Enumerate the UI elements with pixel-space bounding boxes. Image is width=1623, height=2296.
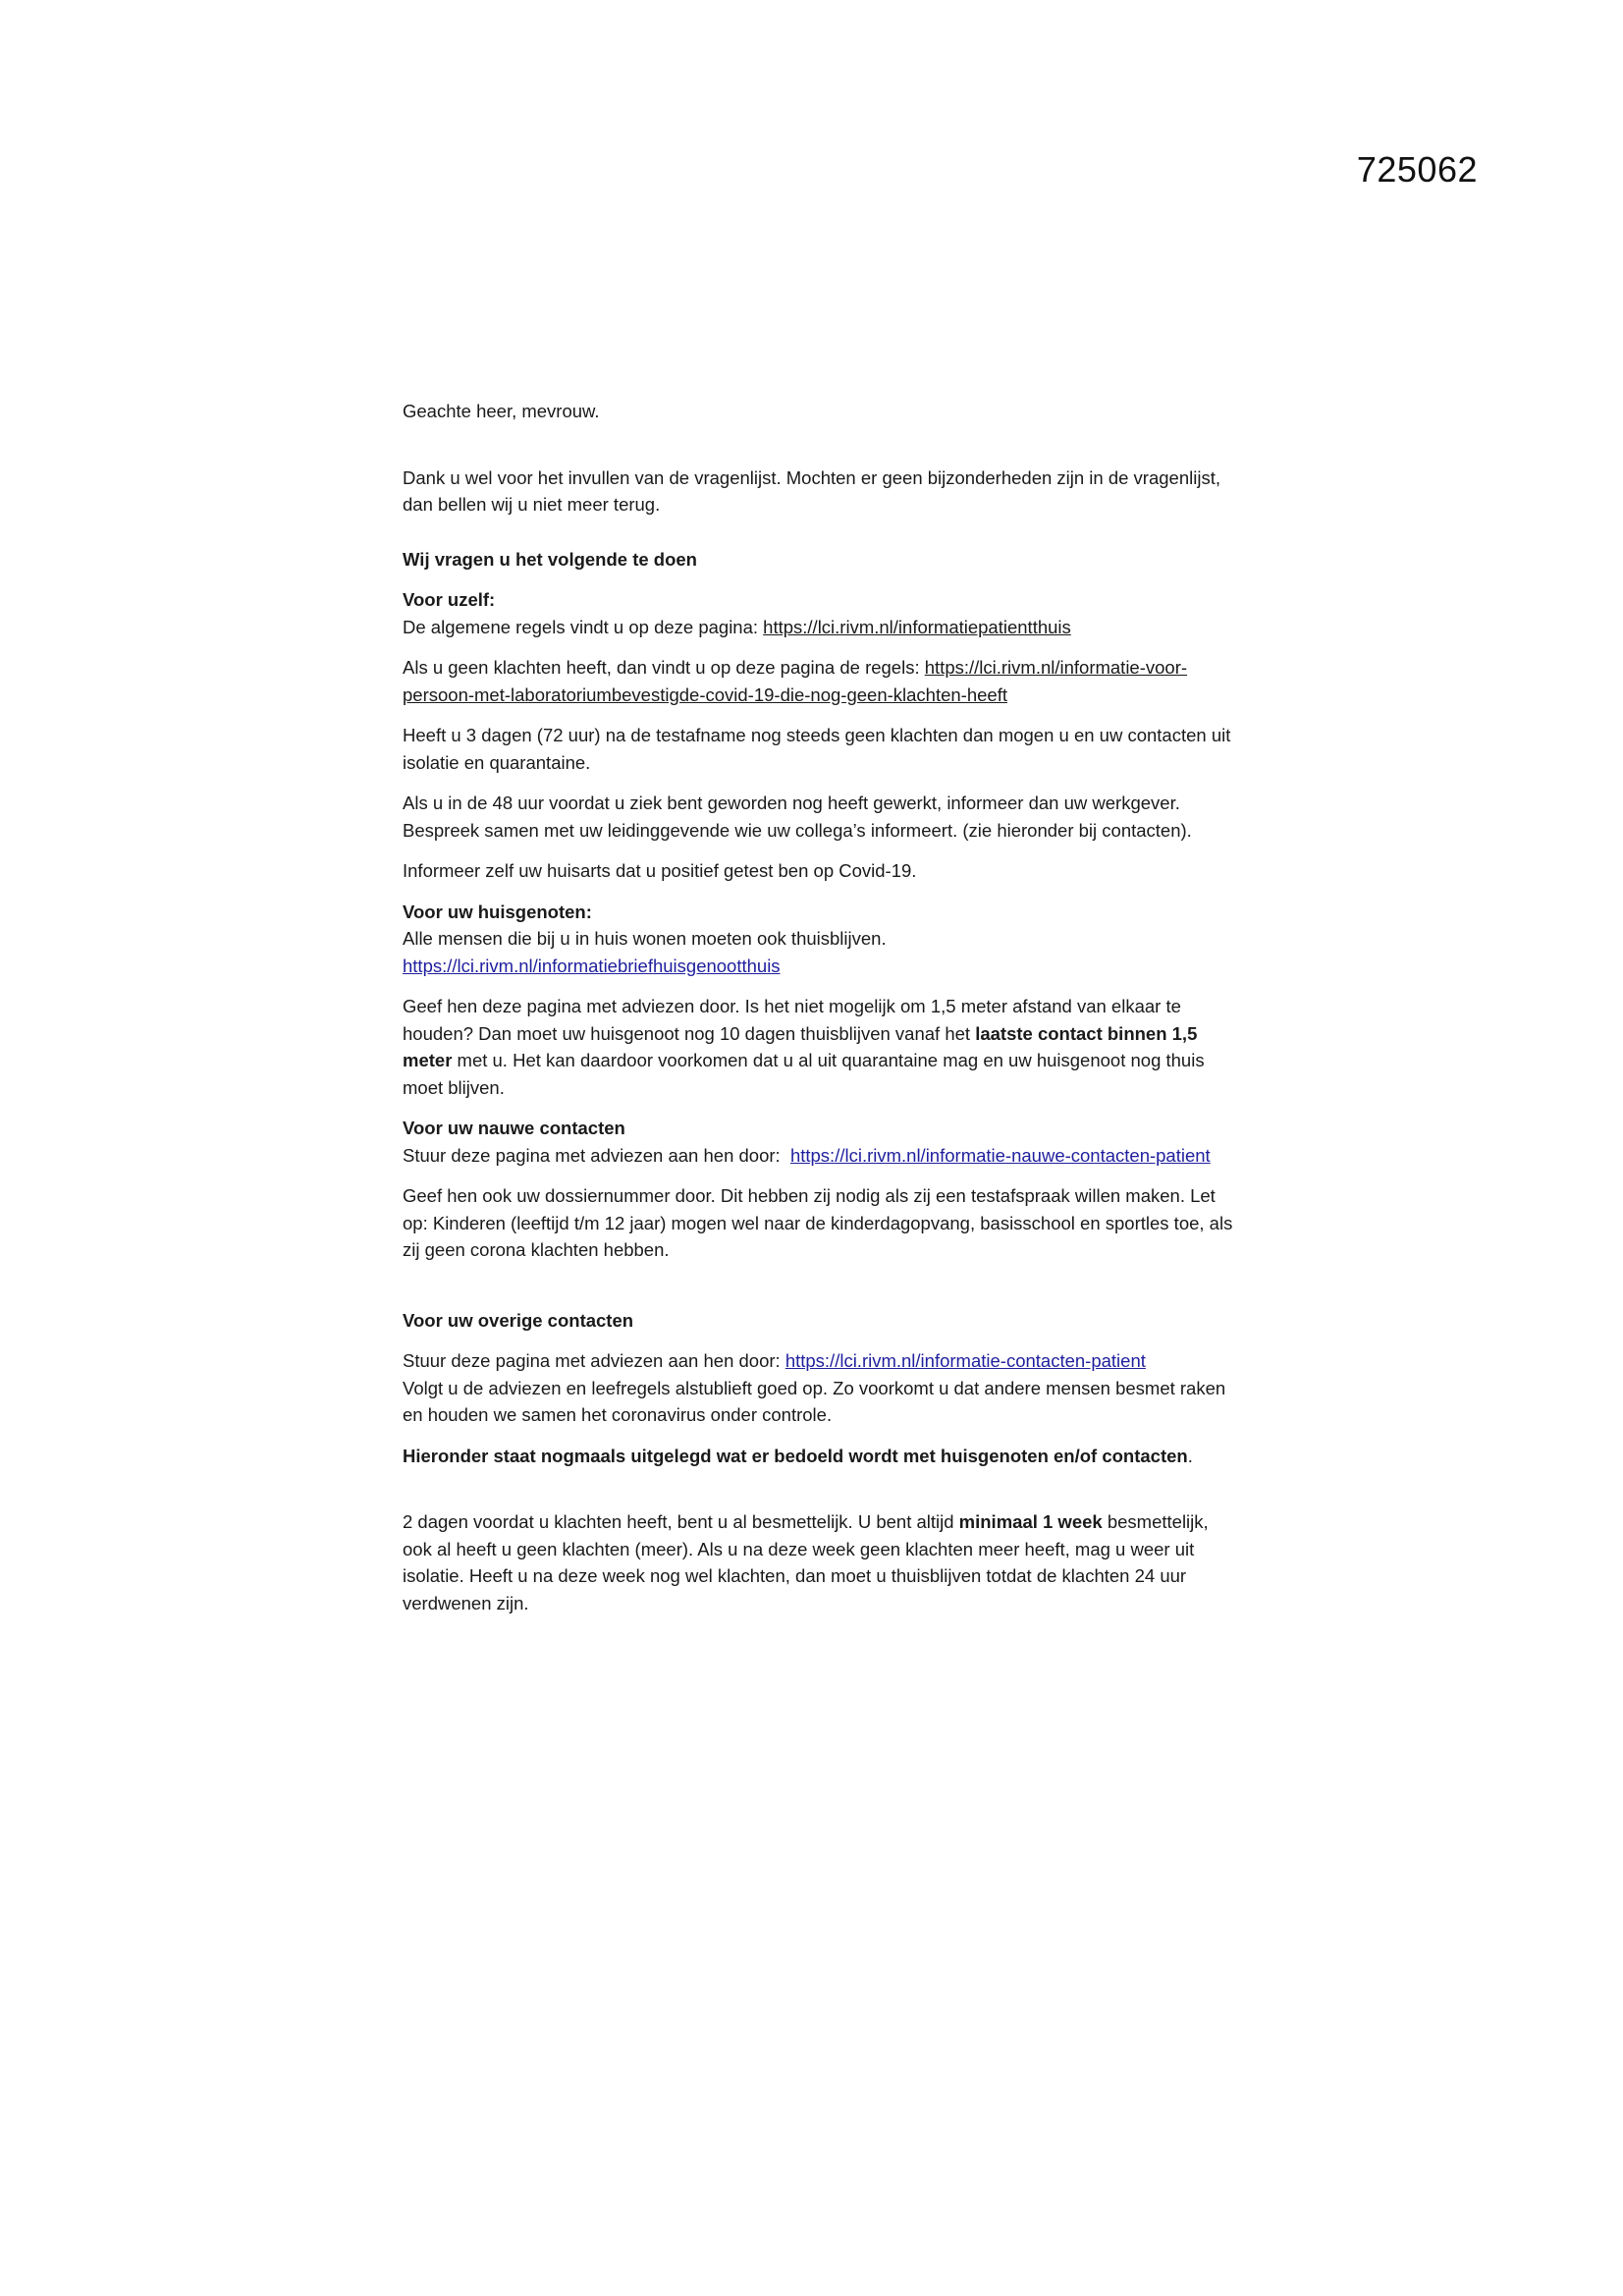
explanation-bold: Hieronder staat nogmaals uitgelegd wat er bedoeld wordt met huisgenoten en/of contacten [403, 1445, 1188, 1466]
other-contacts-link[interactable]: https://lci.rivm.nl/informatie-contacten-patient [784, 1350, 1146, 1371]
housemates-advice-text: Geef hen deze pagina met adviezen door. Is het niet mogelijk om 1,5 meter afstand van elkaar te houden? Dan moet uw huisgenoot nog 10 dagen thuisblijven vanaf het [403, 996, 1181, 1044]
no-symptoms-line [403, 654, 1237, 708]
housemates-advice-bold: laatste contact binnen 1,5 meter [403, 1022, 1198, 1070]
general-rules-link[interactable]: https://lci.rivm.nl/informatiepatientthuis [763, 616, 1071, 637]
gp-paragraph: Informeer zelf uw huisarts dat u positief getest ben op Covid-19. [403, 860, 917, 881]
section-housemates [403, 899, 1237, 1102]
contagious-bold: minimaal 1 week [958, 1511, 1103, 1532]
employer-paragraph: Als u in de 48 uur voordat u ziek bent geworden nog heeft gewerkt, informeer dan uw werkgever. Bespreek samen met uw leidinggevende wie uw collega’s informeert. (zie hieronder bij contacten). [403, 793, 1192, 841]
close-contacts-text: Stuur deze pagina met adviezen aan hen door: [403, 1144, 790, 1166]
contagious-text-end: besmettelijk, ook al heeft u geen klachten (meer). Als u na deze week geen klachten meer heeft, mag u weer uit isolatie. Heeft u na deze week nog wel klachten, dan moet u thuisblijven totdat de klachten 24 uur verdwenen zijn. [403, 1511, 1209, 1613]
general-rules-line [403, 614, 1237, 641]
section-other-contacts [403, 1307, 1237, 1429]
document-number: 725062 [1356, 149, 1478, 190]
section-close-contacts [403, 1115, 1237, 1264]
salutation: Geachte heer, mevrouw. [403, 401, 600, 421]
section-self [403, 586, 1237, 885]
close-contacts-line [403, 1142, 1237, 1170]
follow-advice-paragraph: Volgt u de adviezen en leefregels alstublieft goed op. Zo voorkomt u dat andere mensen besmet raken en houden we samen het coronavirus onder controle. [403, 1377, 1226, 1425]
close-contacts-link[interactable]: https://lci.rivm.nl/informatie-nauwe-contacten-patient [789, 1144, 1211, 1166]
main-heading: Wij vragen u het volgende te doen [403, 548, 697, 570]
no-symptoms-link[interactable]: https://lci.rivm.nl/informatie-voor-persoon-met-laboratoriumbevestigde-covid-19-die-nog-geen-klachten-heeft [403, 657, 1188, 705]
explanation-line [403, 1443, 1237, 1470]
section-other-contacts-heading: Voor uw overige contacten [403, 1309, 634, 1331]
general-rules-text: De algemene regels vindt u op deze pagina: [403, 616, 764, 637]
section-housemates-heading: Voor uw huisgenoten: [403, 901, 592, 922]
contagious-paragraph [403, 1508, 1237, 1616]
housemates-advice [403, 993, 1237, 1101]
three-days-paragraph: Heeft u 3 dagen (72 uur) na de testafname nog steeds geen klachten dan mogen u en uw contacten uit isolatie en quarantaine. [403, 725, 1231, 773]
no-symptoms-text: Als u geen klachten heeft, dan vindt u op deze pagina de regels: [403, 657, 925, 678]
letter-body [403, 398, 1237, 1630]
housemates-text: Alle mensen die bij u in huis wonen moeten ook thuisblijven. [403, 928, 887, 949]
other-contacts-line [403, 1347, 1237, 1375]
intro-paragraph: Dank u wel voor het invullen van de vragenlijst. Mochten er geen bijzonderheden zijn in de vragenlijst, dan bellen wij u niet meer terug. [403, 466, 1220, 515]
section-self-heading: Voor uzelf: [403, 589, 496, 610]
housemates-link[interactable]: https://lci.rivm.nl/informatiebriefhuisgenootthuis [403, 955, 781, 976]
contagious-text: 2 dagen voordat u klachten heeft, bent u al besmettelijk. U bent altijd [403, 1511, 959, 1532]
dossier-paragraph: Geef hen ook uw dossiernummer door. Dit hebben zij nodig als zij een testafspraak willen maken. Let op: Kinderen (leeftijd t/m 12 jaar) mogen wel naar de kinderdagopvang, basisschool en sportles toe, als zij geen corona klachten hebben. [403, 1185, 1233, 1260]
section-close-contacts-heading: Voor uw nauwe contacten [403, 1118, 625, 1138]
other-contacts-text: Stuur deze pagina met adviezen aan hen door: [403, 1350, 785, 1371]
explanation-period: . [1187, 1445, 1193, 1466]
housemates-advice-text-end: met u. Het kan daardoor voorkomen dat u al uit quarantaine mag en uw huisgenoot nog thuis moet blijven. [403, 1050, 1205, 1098]
